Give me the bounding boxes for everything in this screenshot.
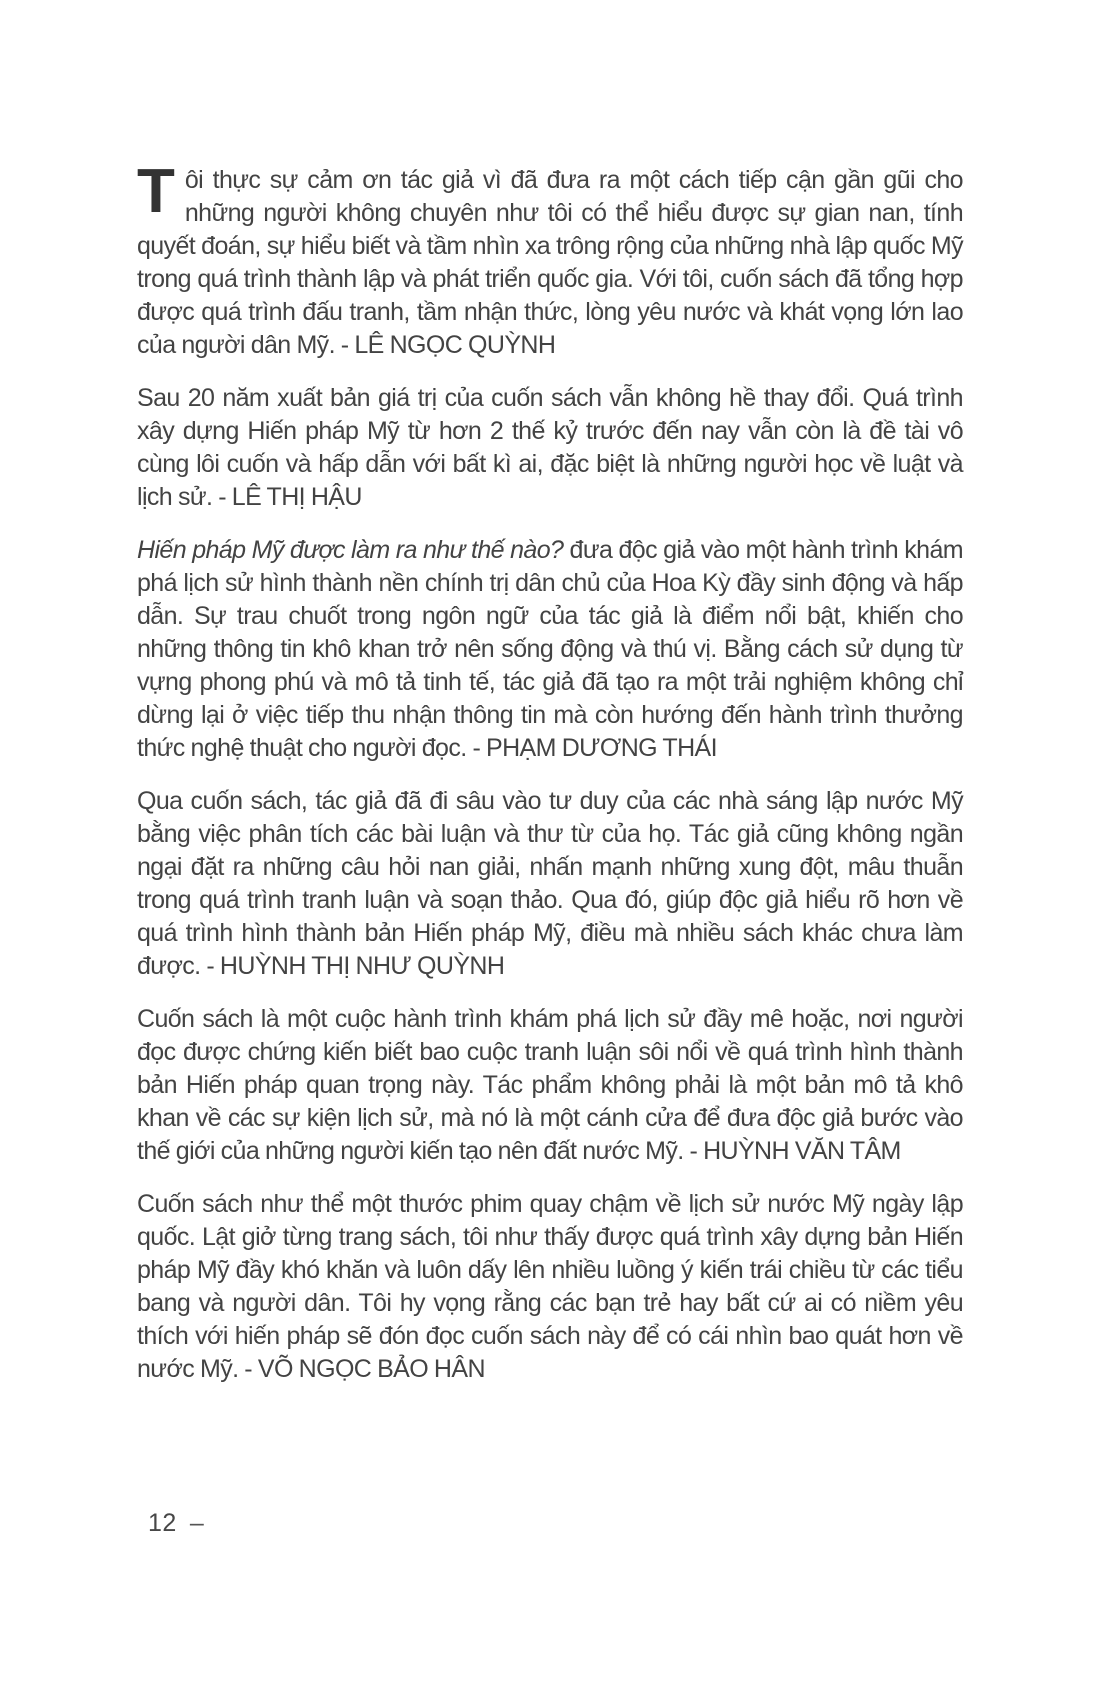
reviews-text-block — [137, 157, 963, 1406]
review-paragraph — [137, 785, 963, 983]
reviewer-name: LÊ NGỌC QUỲNH — [354, 331, 556, 359]
attribution-separator: - — [212, 483, 232, 511]
review-text: ôi thực sự cảm ơn tác giả vì đã đưa ra một cách tiếp cận gần gũi cho những người không chuyên như tôi có thể hiểu được sự gian nan, tính quyết đoán, sự hiểu biết và tầm nhìn xa trông rộng của những nhà lập quốc Mỹ trong quá trình thành lập và phát triển quốc gia. Với tôi, cuốn sách đã tổng hợp được quá trình đấu tranh, tầm nhận thức, lòng yêu nước và khát vọng lớn lao của người dân Mỹ. — [137, 166, 963, 359]
attribution-separator: - — [200, 952, 220, 980]
attribution-separator: - — [238, 1355, 258, 1383]
reviewer-name: VÕ NGỌC BẢO HÂN — [257, 1355, 485, 1383]
page-number: 12 — [148, 1509, 177, 1537]
attribution-separator: - — [334, 331, 355, 359]
review-paragraph — [137, 1188, 963, 1386]
book-title-italic: Hiến pháp Mỹ được làm ra như thế nào? — [137, 536, 564, 564]
reviewer-name: LÊ THỊ HẬU — [231, 483, 362, 511]
reviewer-name: PHẠM DƯƠNG THÁI — [486, 734, 717, 762]
page-number-dash: – — [189, 1509, 205, 1537]
attribution-separator: - — [466, 734, 487, 762]
drop-cap-letter: T — [137, 157, 175, 226]
review-text: Sau 20 năm xuất bản giá trị của cuốn sách vẫn không hề thay đổi. Quá trình xây dựng Hiến pháp Mỹ từ hơn 2 thế kỷ trước đến nay vẫn còn là đề tài vô cùng lôi cuốn và hấp dẫn với bất kì ai, đặc biệt là những người học về luật và lịch sử. — [137, 384, 963, 511]
review-text: Cuốn sách là một cuộc hành trình khám phá lịch sử đầy mê hoặc, nơi người đọc được chứng kiến biết bao cuộc tranh luận sôi nổi về quá trình hình thành bản Hiến pháp quan trọng này. Tác phẩm không phải là một bản mô tả khô khan về các sự kiện lịch sử, mà nó là một cánh cửa để đưa độc giả bước vào thế giới của những người kiến tạo nên đất nước Mỹ. — [137, 1005, 963, 1165]
review-text: Cuốn sách như thể một thước phim quay chậm về lịch sử nước Mỹ ngày lập quốc. Lật giở từng trang sách, tôi như thấy được quá trình xây dựng bản Hiến pháp Mỹ đầy khó khăn và luôn dấy lên nhiều luồng ý kiến trái chiều từ các tiểu bang và người dân. Tôi hy vọng rằng các bạn trẻ hay bất cứ ai có niềm yêu thích với hiến pháp sẽ đón đọc cuốn sách này để có cái nhìn bao quát hơn về nước Mỹ. — [137, 1190, 963, 1383]
review-text: đưa độc giả vào một hành trình khám phá lịch sử hình thành nền chính trị dân chủ của Hoa Kỳ đầy sinh động và hấp dẫn. Sự trau chuốt trong ngôn ngữ của tác giả là điểm nổi bật, khiến cho những thông tin khô khan trở nên sống động và thú vị. Bằng cách sử dụng từ vựng phong phú và mô tả tinh tế, tác giả đã tạo ra một trải nghiệm không chỉ dừng lại ở việc tiếp thu nhận thông tin mà còn hướng đến hành trình thưởng thức nghệ thuật cho người đọc. — [137, 536, 963, 762]
review-paragraph — [137, 534, 963, 765]
reviewer-name: HUỲNH THỊ NHƯ QUỲNH — [219, 952, 505, 980]
review-paragraph — [137, 1003, 963, 1168]
review-paragraph — [137, 382, 963, 514]
attribution-separator: - — [683, 1137, 704, 1165]
review-paragraph — [137, 157, 963, 362]
reviewer-name: HUỲNH VĂN TÂM — [703, 1137, 901, 1165]
review-text: Qua cuốn sách, tác giả đã đi sâu vào tư duy của các nhà sáng lập nước Mỹ bằng việc phân tích các bài luận và thư từ của họ. Tác giả cũng không ngần ngại đặt ra những câu hỏi nan giải, nhấn mạnh những xung đột, mâu thuẫn trong quá trình tranh luận và soạn thảo. Qua đó, giúp độc giả hiểu rõ hơn về quá trình hình thành bản Hiến pháp Mỹ, điều mà nhiều sách khác chưa làm được. — [137, 787, 963, 980]
page-footer — [148, 1508, 204, 1538]
